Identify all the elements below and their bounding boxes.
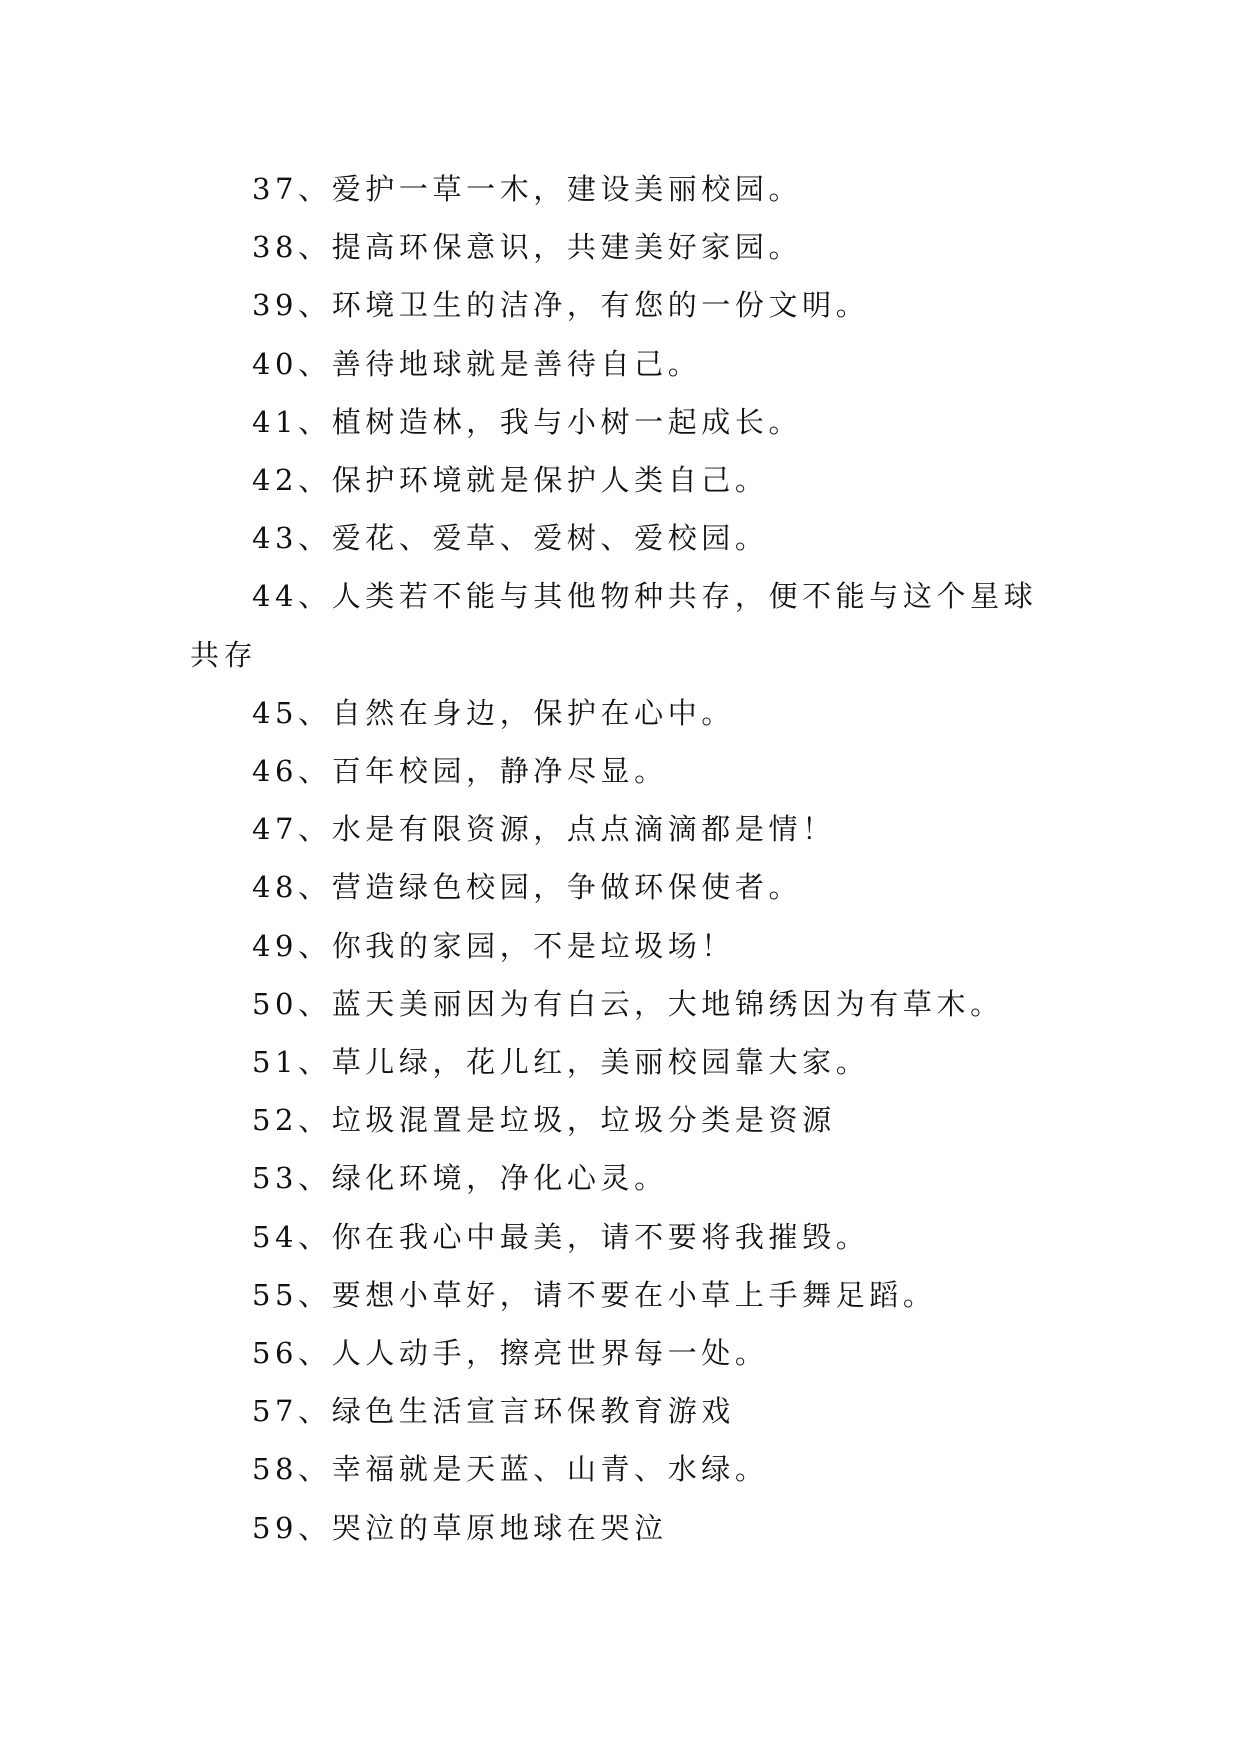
list-item: 45、自然在身边，保护在心中。 bbox=[252, 695, 735, 730]
list-item: 51、草儿绿，花儿红，美丽校园靠大家。 bbox=[252, 1045, 870, 1080]
list-item: 46、百年校园，静净尽显。 bbox=[252, 754, 668, 789]
list-item: 55、要想小草好，请不要在小草上手舞足蹈。 bbox=[252, 1277, 937, 1312]
list-item: 52、垃圾混置是垃圾，垃圾分类是资源 bbox=[252, 1103, 836, 1138]
list-item: 53、绿化环境，净化心灵。 bbox=[252, 1161, 668, 1196]
list-item: 41、植树造林，我与小树一起成长。 bbox=[252, 404, 803, 439]
list-item: 42、保护环境就是保护人类自己。 bbox=[252, 463, 769, 498]
list-item: 38、提高环保意识，共建美好家园。 bbox=[252, 230, 803, 265]
list-item: 48、营造绿色校园，争做环保使者。 bbox=[252, 870, 803, 905]
list-item: 54、你在我心中最美，请不要将我摧毁。 bbox=[252, 1219, 870, 1254]
list-item: 44、人类若不能与其他物种共存，便不能与这个星球共存 bbox=[190, 579, 1038, 672]
list-item: 56、人人动手，擦亮世界每一处。 bbox=[252, 1336, 769, 1371]
list-item: 43、爱花、爱草、爱树、爱校园。 bbox=[252, 521, 769, 556]
list-item: 39、环境卫生的洁净，有您的一份文明。 bbox=[252, 288, 870, 323]
list-item: 47、水是有限资源，点点滴滴都是情！ bbox=[252, 812, 836, 847]
list-item: 57、绿色生活宣言环保教育游戏 bbox=[252, 1394, 735, 1429]
slogan-list bbox=[190, 160, 1052, 1557]
list-item: 49、你我的家园，不是垃圾场！ bbox=[252, 928, 735, 963]
list-item: 59、哭泣的草原地球在哭泣 bbox=[252, 1510, 668, 1545]
list-item: 58、幸福就是天蓝、山青、水绿。 bbox=[252, 1452, 769, 1487]
list-item: 40、善待地球就是善待自己。 bbox=[252, 346, 702, 381]
list-item: 50、蓝天美丽因为有白云，大地锦绣因为有草木。 bbox=[252, 986, 1004, 1021]
list-item: 37、爱护一草一木，建设美丽校园。 bbox=[252, 172, 803, 206]
